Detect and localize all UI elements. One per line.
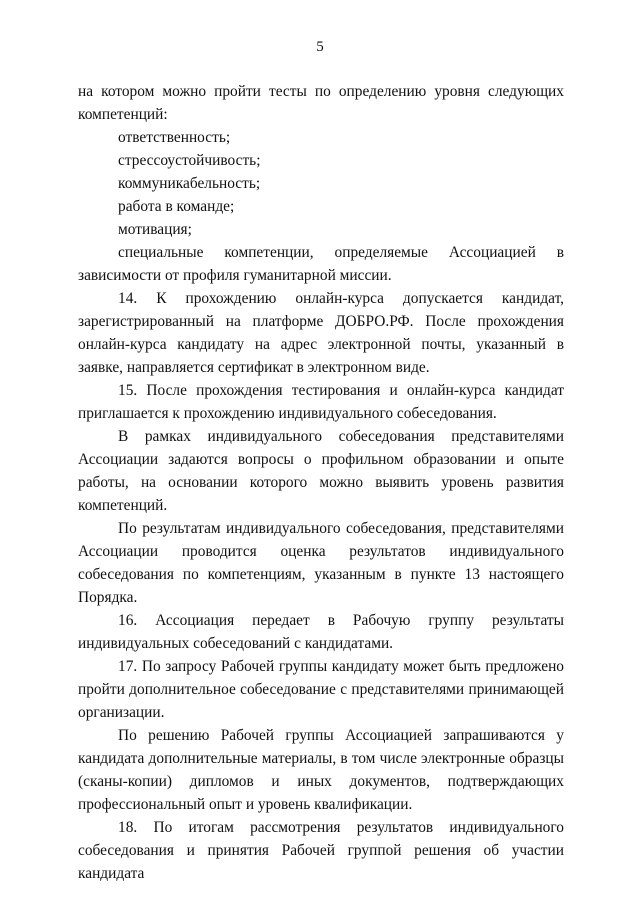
paragraph-item-18: 18. По итогам рассмотрения результатов индивидуального собеседования и принятия Рабочей группой решения об участии кандидата [78,819,564,882]
paragraph: По результатам индивидуального собеседования, представителями Ассоциации проводится оценка результатов индивидуального собеседования по компетенциям, указанным в пункте 13 настоящего Порядка. [78,520,564,606]
paragraph-item-16: 16. Ассоциация передает в Рабочую группу результаты индивидуальных собеседований с кандидатами. [78,612,564,652]
list-item: коммуникабельность; [118,175,261,192]
page-number: 5 [316,39,324,55]
list-item: работа в команде; [118,198,235,215]
paragraph: на котором можно пройти тесты по определению уровня следующих компетенций: [78,83,564,123]
paragraph: В рамках индивидуального собеседования представителями Ассоциации задаются вопросы о профильном образовании и опыте работы, на основании которого можно выявить уровень развития компетенций. [78,428,564,514]
list-item: мотивация; [118,221,192,238]
list-item: ответственность; [118,129,231,146]
paragraph: специальные компетенции, определяемые Ассоциацией в зависимости от профиля гуманитарной миссии. [78,244,564,284]
paragraph-item-14: 14. К прохождению онлайн-курса допускается кандидат, зарегистрированный на платформе ДОБРО.РФ. После прохождения онлайн-курса кандидату на адрес электронной почты, указанный в заявке, направляется сертификат в электронном виде. [78,290,564,376]
paragraph-item-15: 15. После прохождения тестирования и онлайн-курса кандидат приглашается к прохождению индивидуального собеседования. [78,382,564,422]
paragraph: По решению Рабочей группы Ассоциацией запрашиваются у кандидата дополнительные материалы, в том числе электронные образцы (сканы-копии) дипломов и иных документов, подтверждающих профессиональный опыт и уровень квалификации. [78,727,564,813]
list-item: стрессоустойчивость; [118,152,261,169]
body-text [78,80,564,885]
paragraph-item-17: 17. По запросу Рабочей группы кандидату может быть предложено пройти дополнительное собеседование с представителями принимающей организации. [78,658,564,721]
